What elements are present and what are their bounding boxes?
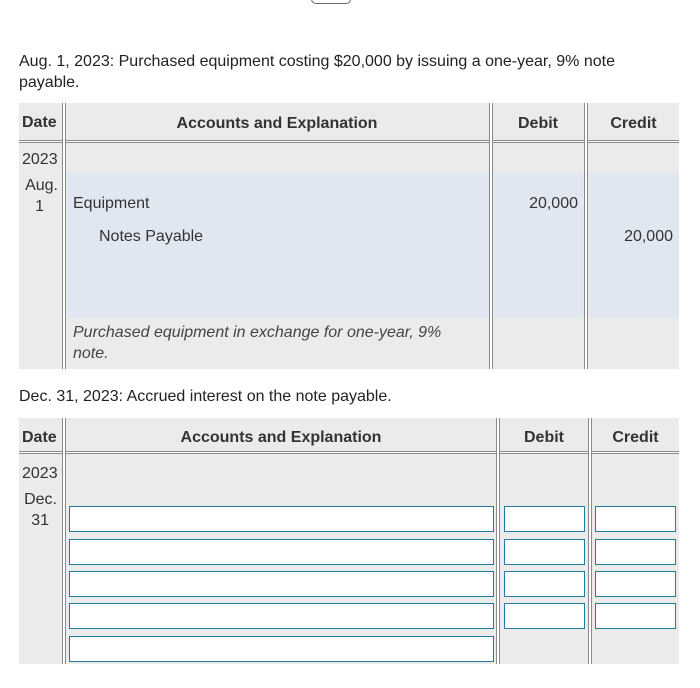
debit-input-3[interactable] bbox=[504, 571, 585, 597]
date-month: Dec. bbox=[24, 491, 57, 508]
column-divider bbox=[62, 418, 66, 664]
debit-input-4[interactable] bbox=[504, 603, 585, 629]
account-input-4[interactable] bbox=[69, 603, 494, 629]
header-debit: Debit bbox=[518, 115, 558, 132]
question-prompt-1: Aug. 1, 2023: Purchased equipment costing $20,000 by issuing a one-year, 9% note payable. bbox=[19, 53, 615, 91]
debit-input-1[interactable] bbox=[504, 506, 585, 532]
scroll-handle[interactable] bbox=[311, 0, 351, 4]
debit-account: Equipment bbox=[73, 195, 150, 212]
account-input-1[interactable] bbox=[69, 506, 494, 532]
column-divider bbox=[588, 418, 592, 664]
credit-input-4[interactable] bbox=[595, 603, 676, 629]
header-date: Date bbox=[22, 429, 57, 446]
column-divider bbox=[496, 418, 500, 664]
credit-input-3[interactable] bbox=[595, 571, 676, 597]
explanation-input[interactable] bbox=[69, 636, 494, 662]
header-accounts: Accounts and Explanation bbox=[180, 429, 382, 446]
date-year: 2023 bbox=[22, 465, 58, 482]
credit-account: Notes Payable bbox=[99, 228, 204, 245]
header-credit: Credit bbox=[612, 429, 659, 446]
entry-explanation: Purchased equipment in exchange for one-year, 9% note. bbox=[73, 324, 442, 362]
debit-input-2[interactable] bbox=[504, 539, 585, 565]
header-divider bbox=[19, 140, 679, 143]
header-divider bbox=[19, 451, 679, 454]
account-input-3[interactable] bbox=[69, 571, 494, 597]
credit-input-1[interactable] bbox=[595, 506, 676, 532]
header-debit: Debit bbox=[524, 429, 564, 446]
column-divider bbox=[62, 103, 66, 369]
date-day: 31 bbox=[31, 512, 49, 529]
debit-amount: 20,000 bbox=[529, 195, 578, 212]
credit-amount: 20,000 bbox=[624, 228, 673, 245]
question-prompt-2: Dec. 31, 2023: Accrued interest on the note payable. bbox=[19, 388, 392, 405]
account-input-2[interactable] bbox=[69, 539, 494, 565]
date-year: 2023 bbox=[22, 151, 58, 168]
date-day: 1 bbox=[35, 198, 44, 215]
column-divider bbox=[584, 103, 588, 369]
column-divider bbox=[489, 103, 493, 369]
header-accounts: Accounts and Explanation bbox=[176, 115, 378, 132]
credit-input-2[interactable] bbox=[595, 539, 676, 565]
date-month: Aug. bbox=[25, 177, 58, 194]
header-date: Date bbox=[22, 114, 57, 131]
header-credit: Credit bbox=[610, 115, 657, 132]
